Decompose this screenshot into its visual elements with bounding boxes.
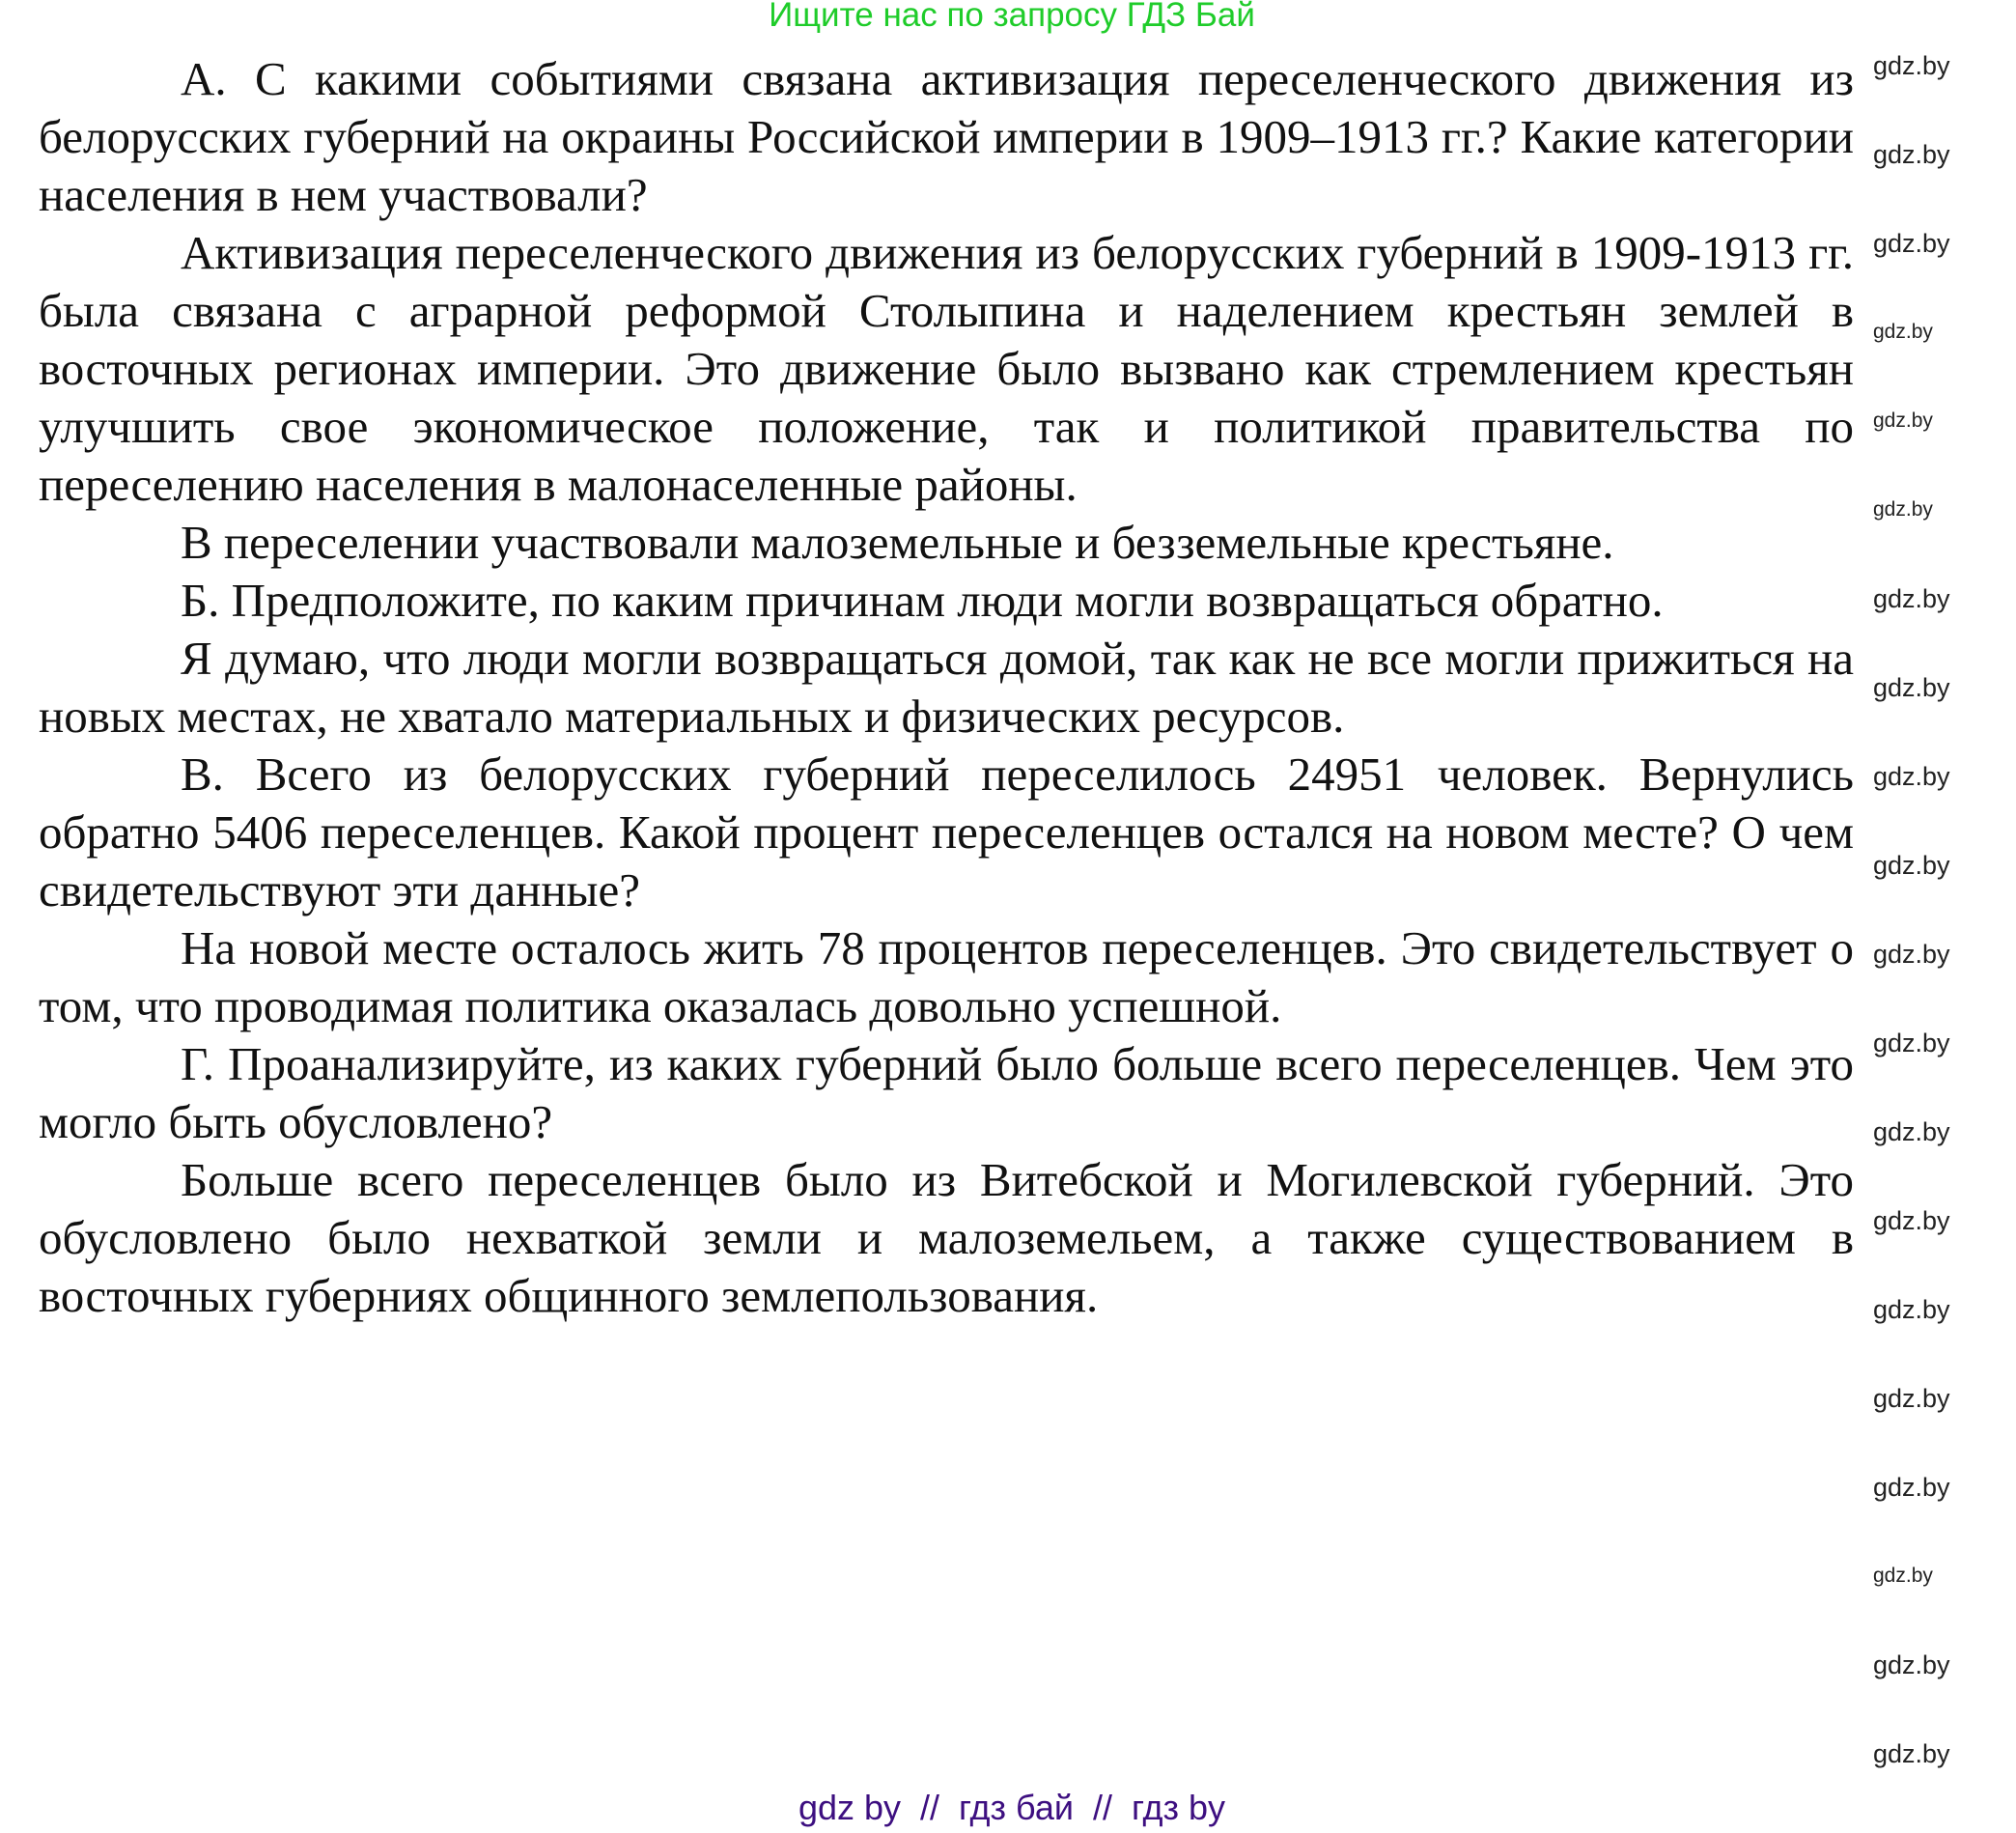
watermark: gdz.by <box>1873 1473 1950 1502</box>
watermark: gdz.by <box>1873 1384 1950 1413</box>
watermark: gdz.by <box>1873 140 1950 169</box>
watermark: gdz.by <box>1873 229 1950 258</box>
watermark: gdz.by <box>1873 409 1933 432</box>
footer-site-links: gdz by // гдз бай // гдз by <box>798 1788 1226 1827</box>
answer-b: Я думаю, что люди могли возвращаться домой, так как не все могли прижиться на новых местах, не хватало материальных и физических ресурсов. <box>39 632 1854 743</box>
watermark: gdz.by <box>1873 851 1950 880</box>
answer-v: На новой месте осталось жить 78 процентов переселенцев. Это свидетельствует о том, что проводимая политика оказалась довольно успешной. <box>39 921 1854 1032</box>
watermark: gdz.by <box>1873 1295 1950 1324</box>
question-v: В. Всего из белорусских губерний переселилось 24951 человек. Вернулись обратно 5406 переселенцев. Какой процент переселенцев остался на новом месте? О чем свидетельствуют эти данные? <box>39 747 1854 916</box>
watermark: gdz.by <box>1873 1029 1950 1058</box>
answer-g: Больше всего переселенцев было из Витебской и Могилевской губерний. Это обусловлено было нехваткой земли и малоземельем, а также существованием в восточных губерниях общинного землепользования. <box>39 1153 1854 1322</box>
answer-a-categories: В переселении участвовали малоземельные и безземельные крестьяне. <box>181 516 1614 569</box>
watermark: gdz.by <box>1873 321 1933 343</box>
watermark-column <box>1873 50 2008 1769</box>
watermark: gdz.by <box>1873 1565 1933 1587</box>
watermark: gdz.by <box>1873 1117 1950 1146</box>
question-g: Г. Проанализируйте, из каких губерний было больше всего переселенцев. Чем это могло быть обусловлено? <box>39 1037 1854 1148</box>
search-hint-banner: Ищите нас по запросу ГДЗ Бай <box>769 0 1255 34</box>
watermark: gdz.by <box>1873 1206 1950 1235</box>
answer-a: Активизация переселенческого движения из белорусских губерний в 1909-1913 гг. была связана с аграрной реформой Столыпина и наделением крестьян землей в восточных регионах империи. Это движение было вызвано как стремлением крестьян улучшить свое экономическое положение, так и политикой правительства по переселению населения в малонаселенные районы. <box>39 226 1854 511</box>
watermark: gdz.by <box>1873 673 1950 702</box>
watermark: gdz.by <box>1873 1739 1950 1768</box>
watermark: gdz.by <box>1873 498 1933 521</box>
watermark: gdz.by <box>1873 51 1950 80</box>
document-body <box>39 50 1854 1325</box>
question-b: Б. Предположите, по каким причинам люди могли возвращаться обратно. <box>181 574 1664 627</box>
watermark: gdz.by <box>1873 1650 1950 1679</box>
watermark: gdz.by <box>1873 584 1950 613</box>
question-a: А. С какими событиями связана активизация переселенческого движения из белорусских губерний на окраины Российской империи в 1909–1913 гг.? Какие категории населения в нем участвовали? <box>39 52 1854 221</box>
watermark: gdz.by <box>1873 762 1950 791</box>
watermark: gdz.by <box>1873 940 1950 969</box>
